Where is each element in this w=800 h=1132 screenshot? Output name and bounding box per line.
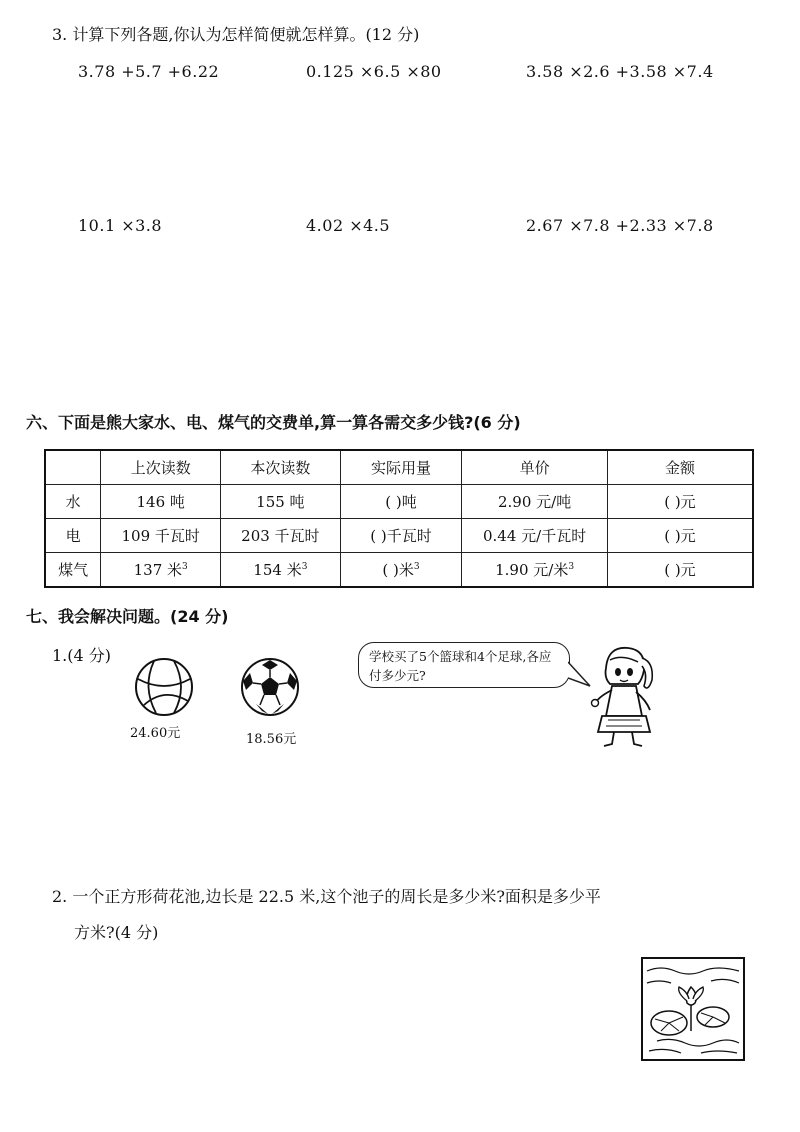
table-row-gas: [45, 553, 753, 588]
header-cell-empty: [45, 450, 101, 485]
row-item: 电: [45, 519, 101, 553]
q3-heading: 3. 计算下列各题,你认为怎样简便就怎样算。(12 分): [52, 25, 420, 44]
row-unit-price: 0.44 元/千瓦时: [462, 519, 608, 553]
row-prev: 109 千瓦时: [101, 519, 221, 553]
fee-table: [44, 449, 754, 588]
row-unit-price: 2.90 元/吨: [462, 485, 608, 519]
header-unit-price: 单价: [462, 450, 608, 485]
row-prev: 146 吨: [101, 485, 221, 519]
row-curr: 203 千瓦时: [221, 519, 341, 553]
lotus-pond-icon: [641, 957, 745, 1061]
row-amount-blank[interactable]: ( )元: [607, 553, 753, 588]
row-amount-blank[interactable]: ( )元: [607, 485, 753, 519]
expression-1: 3.78 +5.7 +6.22: [78, 62, 220, 81]
football-price: 18.56元: [246, 732, 297, 747]
row-item: 煤气: [45, 553, 101, 588]
row-usage-blank[interactable]: ( )米$^3$: [340, 553, 462, 588]
header-amount: 金额: [607, 450, 753, 485]
row-usage-blank[interactable]: ( )千瓦时: [340, 519, 462, 553]
expression-2: 0.125 ×6.5 ×80: [306, 62, 442, 81]
row-curr: 154 米$^3$: [221, 553, 341, 588]
problem1-label: 1.(4 分): [52, 646, 112, 665]
problem2-line2: 方米?(4 分): [74, 923, 159, 942]
basketball-price: 24.60元: [130, 726, 181, 741]
header-usage: 实际用量: [340, 450, 462, 485]
table-row-water: [45, 485, 753, 519]
row-curr: 155 吨: [221, 485, 341, 519]
expression-4: 10.1 ×3.8: [78, 216, 163, 235]
speech-bubble: [358, 642, 570, 688]
expression-5: 4.02 ×4.5: [306, 216, 391, 235]
row-unit-price: 1.90 元/米$^3$: [462, 553, 608, 588]
girl-cartoon-icon: [588, 640, 660, 750]
problem2-line1: 2. 一个正方形荷花池,边长是 22.5 米,这个池子的周长是多少米?面积是多少平: [52, 887, 601, 906]
expression-3: 3.58 ×2.6 +3.58 ×7.4: [526, 62, 714, 81]
section7-title: 七、我会解决问题。(24 分): [26, 607, 229, 626]
expression-6: 2.67 ×7.8 +2.33 ×7.8: [526, 216, 714, 235]
row-prev: 137 米$^3$: [101, 553, 221, 588]
speech-text: 学校买了5个篮球和4个足球,各应付多少元?: [369, 649, 552, 683]
table-header-row: [45, 450, 753, 485]
section6-title: 六、下面是熊大家水、电、煤气的交费单,算一算各需交多少钱?(6 分): [26, 413, 521, 432]
row-amount-blank[interactable]: ( )元: [607, 519, 753, 553]
row-item: 水: [45, 485, 101, 519]
basketball-icon: [134, 657, 194, 717]
header-prev-reading: 上次读数: [101, 450, 221, 485]
header-curr-reading: 本次读数: [221, 450, 341, 485]
table-row-electricity: [45, 519, 753, 553]
row-usage-blank[interactable]: ( )吨: [340, 485, 462, 519]
football-icon: [240, 657, 300, 717]
